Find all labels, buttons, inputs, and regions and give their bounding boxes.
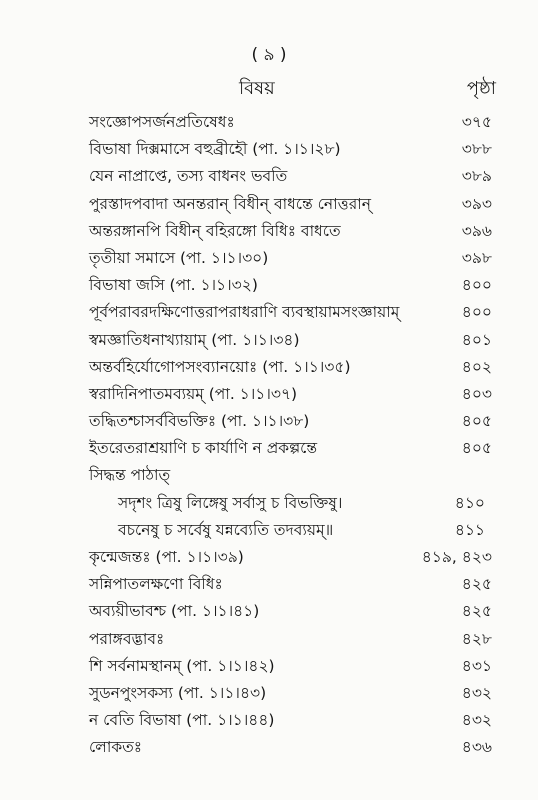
list-item — [0, 270, 538, 297]
entry-page: ৪১০ — [454, 493, 485, 512]
entry-page: ৪২৫ — [461, 575, 492, 594]
contents-list — [0, 107, 538, 760]
entry-title: কৃন্মেজন্তঃ (পা. ১।১।৩৯) — [89, 548, 244, 566]
entry-page: ৪০৩ — [461, 384, 492, 403]
list-item — [0, 189, 538, 216]
entry-page: ৪০১ — [461, 330, 492, 349]
entry-page: ৩৯৩ — [461, 194, 492, 213]
entry-title: সুডনপুংসকস্য (পা. ১।১।৪৩) — [89, 683, 267, 702]
entry-title: সন্নিপাতলক্ষণো বিধিঃ — [89, 575, 223, 594]
entry-title: তৃতীয়া সমাসে (পা. ১।১।৩০) — [89, 248, 269, 267]
page-number: ( ৯ ) — [251, 45, 287, 65]
list-item — [0, 297, 538, 324]
entry-page: ৪৩২ — [461, 711, 492, 730]
entry-title: লোকতঃ — [89, 738, 143, 757]
entry-title: স্বরাদিনিপাতমব্যয়ম্ (পা. ১।১।৩৭) — [89, 384, 298, 403]
list-item — [0, 161, 538, 188]
entry-title: অব্যয়ীভাবশ্চ (পা. ১।১।৪১) — [89, 602, 260, 621]
list-item — [0, 460, 538, 487]
list-item — [0, 406, 538, 433]
entry-title: বিভাষা জসি (পা. ১।১।৩২) — [89, 276, 258, 295]
entry-title: বিভাষা দিক্সমাসে বহুব্রীহৌ (পা. ১।১।২৮) — [89, 140, 341, 159]
entry-page: ৪২৫ — [461, 602, 492, 621]
entry-page: ৩৭৫ — [461, 113, 492, 131]
entry-page: ৪১১ — [454, 520, 485, 539]
entry-title: অন্তর্বহির্যোগোপসংব্যানয়োঃ (পা. ১।১।৩৫) — [89, 357, 351, 376]
entry-page: ৪১৯, ৪২৩ — [421, 548, 492, 566]
list-item — [0, 433, 538, 460]
entry-page: ৪২৮ — [461, 629, 492, 648]
entry-page: ৪০০ — [461, 276, 492, 295]
list-item — [0, 705, 538, 732]
list-item — [0, 515, 538, 542]
list-item — [0, 569, 538, 596]
list-item — [0, 216, 538, 243]
list-item — [0, 134, 538, 161]
entry-page: ৪০২ — [461, 357, 492, 376]
entry-title: স্বমজ্ঞাতিধনাখ্যায়াম্ (পা. ১।১।৩৪) — [89, 330, 300, 349]
entry-title: সংজ্ঞোপসর্জনপ্রতিষেধঃ — [89, 113, 235, 131]
list-item — [0, 379, 538, 406]
list-item — [0, 732, 538, 759]
list-item — [0, 624, 538, 651]
entry-page: ৩৮৮ — [461, 140, 492, 159]
table-header — [0, 74, 538, 100]
header-page: পৃষ্ঠা — [466, 78, 496, 99]
header-subject: বিষয় — [239, 78, 275, 99]
list-item — [0, 678, 538, 705]
entry-page: ৩৯৮ — [461, 248, 492, 267]
entry-page: ৩৯৬ — [461, 221, 492, 240]
list-item — [0, 243, 538, 270]
entry-page: ৪৩২ — [461, 683, 492, 702]
entry-title: সদৃশং ত্রিষু লিঙ্গেষু সর্বাসু চ বিভক্তিষু। — [118, 493, 343, 512]
entry-page: ৪০৫ — [461, 439, 492, 458]
entry-title: পরাঙ্গবদ্ভাবঃ — [89, 629, 165, 648]
entry-page: ৪৩৬ — [461, 738, 492, 757]
list-item — [0, 596, 538, 623]
entry-page: ৪০০ — [461, 303, 492, 322]
entry-title: বচনেষু চ সর্বেষু যন্নব্যেতি তদব্যয়ম্॥ — [118, 520, 334, 539]
entry-page: ৪০৫ — [461, 412, 492, 431]
entry-page: ৪৩১ — [461, 656, 492, 675]
list-item — [0, 542, 538, 569]
list-item — [0, 107, 538, 134]
entry-title: শি সর্বনামস্থানম্ (পা. ১।১।৪২) — [89, 656, 275, 675]
entry-title: অন্তরঙ্গানপি বিধীন্ বহিরঙ্গো বিধিঃ বাধতে — [89, 221, 341, 240]
list-item — [0, 325, 538, 352]
entry-title: ইতরেতরাশ্রয়াণি চ কার্যাণি ন প্রকল্পন্তে — [89, 439, 318, 458]
entry-title: পূর্বপরাবরদক্ষিণোত্তরাপরাধরাণি ব্যবস্থায়ামসংজ্ঞায়াম্ — [89, 303, 400, 322]
entry-title: যেন নাপ্রাপ্তে, তস্য বাধনং ভবতি — [89, 167, 288, 186]
entry-title: ন বেতি বিভাষা (পা. ১।১।৪৪) — [89, 711, 275, 730]
entry-title: তদ্ধিতশ্চাসর্ববিভক্তিঃ (পা. ১।১।৩৮) — [89, 412, 310, 431]
entry-title: পুরস্তাদপবাদা অনন্তরান্ বিধীন্ বাধন্তে নোত্তরান্ — [89, 194, 371, 213]
list-item — [0, 352, 538, 379]
list-item — [0, 651, 538, 678]
list-item — [0, 488, 538, 515]
entry-page: ৩৮৯ — [461, 167, 492, 186]
entry-title: সিদ্ধন্ত পাঠাত্ — [89, 466, 171, 485]
